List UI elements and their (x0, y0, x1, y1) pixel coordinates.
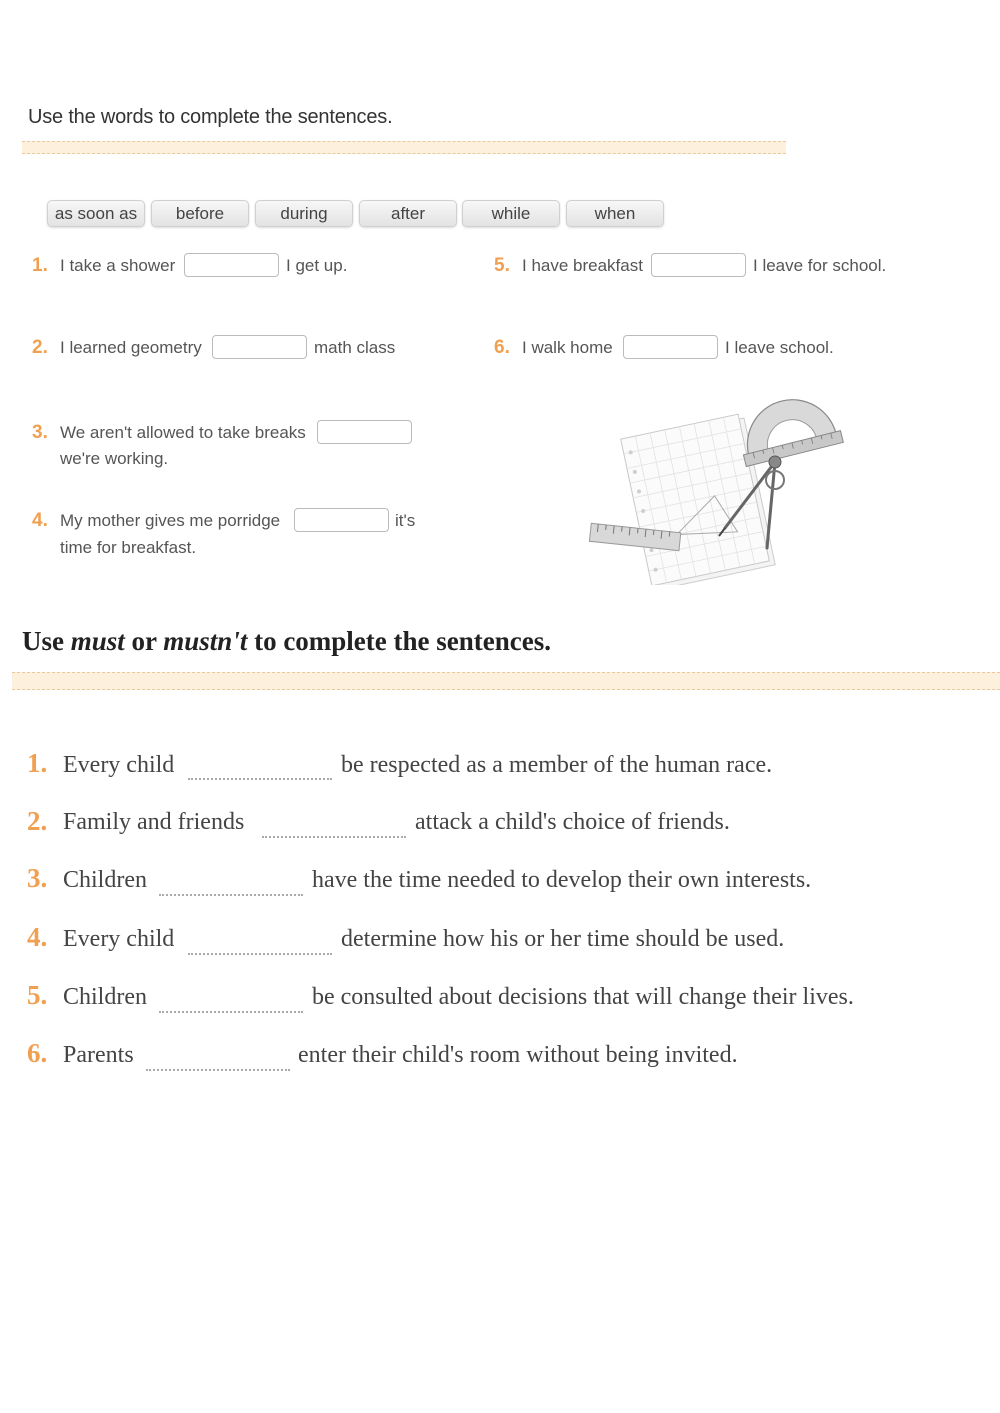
sentence-text: math class (314, 338, 396, 357)
answer-box[interactable] (184, 253, 279, 277)
answer-blank[interactable] (159, 1011, 303, 1013)
item-number: 5. (494, 255, 510, 276)
item-number: 3. (27, 863, 48, 893)
sentence-text: Every child (63, 926, 175, 952)
sentence-text: enter their child's room without being invited. (298, 1042, 738, 1068)
sentence-text: be consulted about decisions that will change their lives. (312, 984, 854, 1010)
sentence-text: I leave for school. (753, 256, 887, 275)
sentence-text: time for breakfast. (60, 538, 197, 557)
sentence-text: Every child (63, 752, 175, 778)
answer-blank[interactable] (262, 836, 406, 838)
sentence-text: We aren't allowed to take breaks (60, 423, 306, 442)
sentence-text: Children (63, 984, 147, 1010)
geometry-tools-illustration (585, 390, 845, 585)
answer-blank[interactable] (188, 778, 332, 780)
section2-divider (12, 672, 1000, 690)
answer-box[interactable] (294, 508, 389, 532)
sentence-text: attack a child's choice of friends. (415, 809, 730, 835)
sentence-text: I take a shower (60, 256, 176, 275)
answer-blank[interactable] (159, 894, 303, 896)
item-number: 3. (32, 422, 48, 443)
answer-box[interactable] (651, 253, 746, 277)
item-number: 1. (27, 748, 48, 778)
answer-box[interactable] (212, 335, 307, 359)
section1-divider (22, 141, 786, 154)
item-number: 4. (27, 922, 48, 952)
sentence-text: I have breakfast (522, 256, 643, 275)
word-chip-before[interactable]: before (151, 200, 249, 227)
sentence-text: My mother gives me porridge (60, 511, 281, 530)
answer-blank[interactable] (146, 1069, 290, 1071)
item-number: 1. (32, 255, 48, 276)
word-chip-after[interactable]: after (359, 200, 457, 227)
sentence-text: Parents (63, 1042, 134, 1068)
item-number: 6. (494, 337, 510, 358)
word-chip-when[interactable]: when (566, 200, 664, 227)
sentence-text: have the time needed to develop their own interests. (312, 867, 812, 893)
answer-blank[interactable] (188, 953, 332, 955)
item-number: 5. (27, 980, 48, 1010)
sentence-text: Children (63, 867, 147, 893)
answer-box[interactable] (317, 420, 412, 444)
answer-box[interactable] (623, 335, 718, 359)
sentence-text: be respected as a member of the human race. (341, 752, 773, 778)
sentence-text: I get up. (286, 256, 348, 275)
section2-title: Use must or mustn't to complete the sentences. (22, 626, 551, 656)
word-chip-while[interactable]: while (462, 200, 560, 227)
word-chip-during[interactable]: during (255, 200, 353, 227)
section1-title: Use the words to complete the sentences. (28, 106, 393, 128)
sentence-text: I leave school. (725, 338, 834, 357)
item-number: 4. (32, 510, 48, 531)
sentence-text: I learned geometry (60, 338, 202, 357)
sentence-text: it's (395, 511, 416, 530)
word-chip-as-soon-as[interactable]: as soon as (47, 200, 145, 227)
item-number: 6. (27, 1038, 48, 1068)
sentence-text: I walk home (522, 338, 613, 357)
item-number: 2. (32, 337, 48, 358)
sentence-text: determine how his or her time should be used. (341, 926, 785, 952)
sentence-text: we're working. (60, 449, 169, 468)
item-number: 2. (27, 806, 48, 836)
sentence-text: Family and friends (63, 809, 245, 835)
